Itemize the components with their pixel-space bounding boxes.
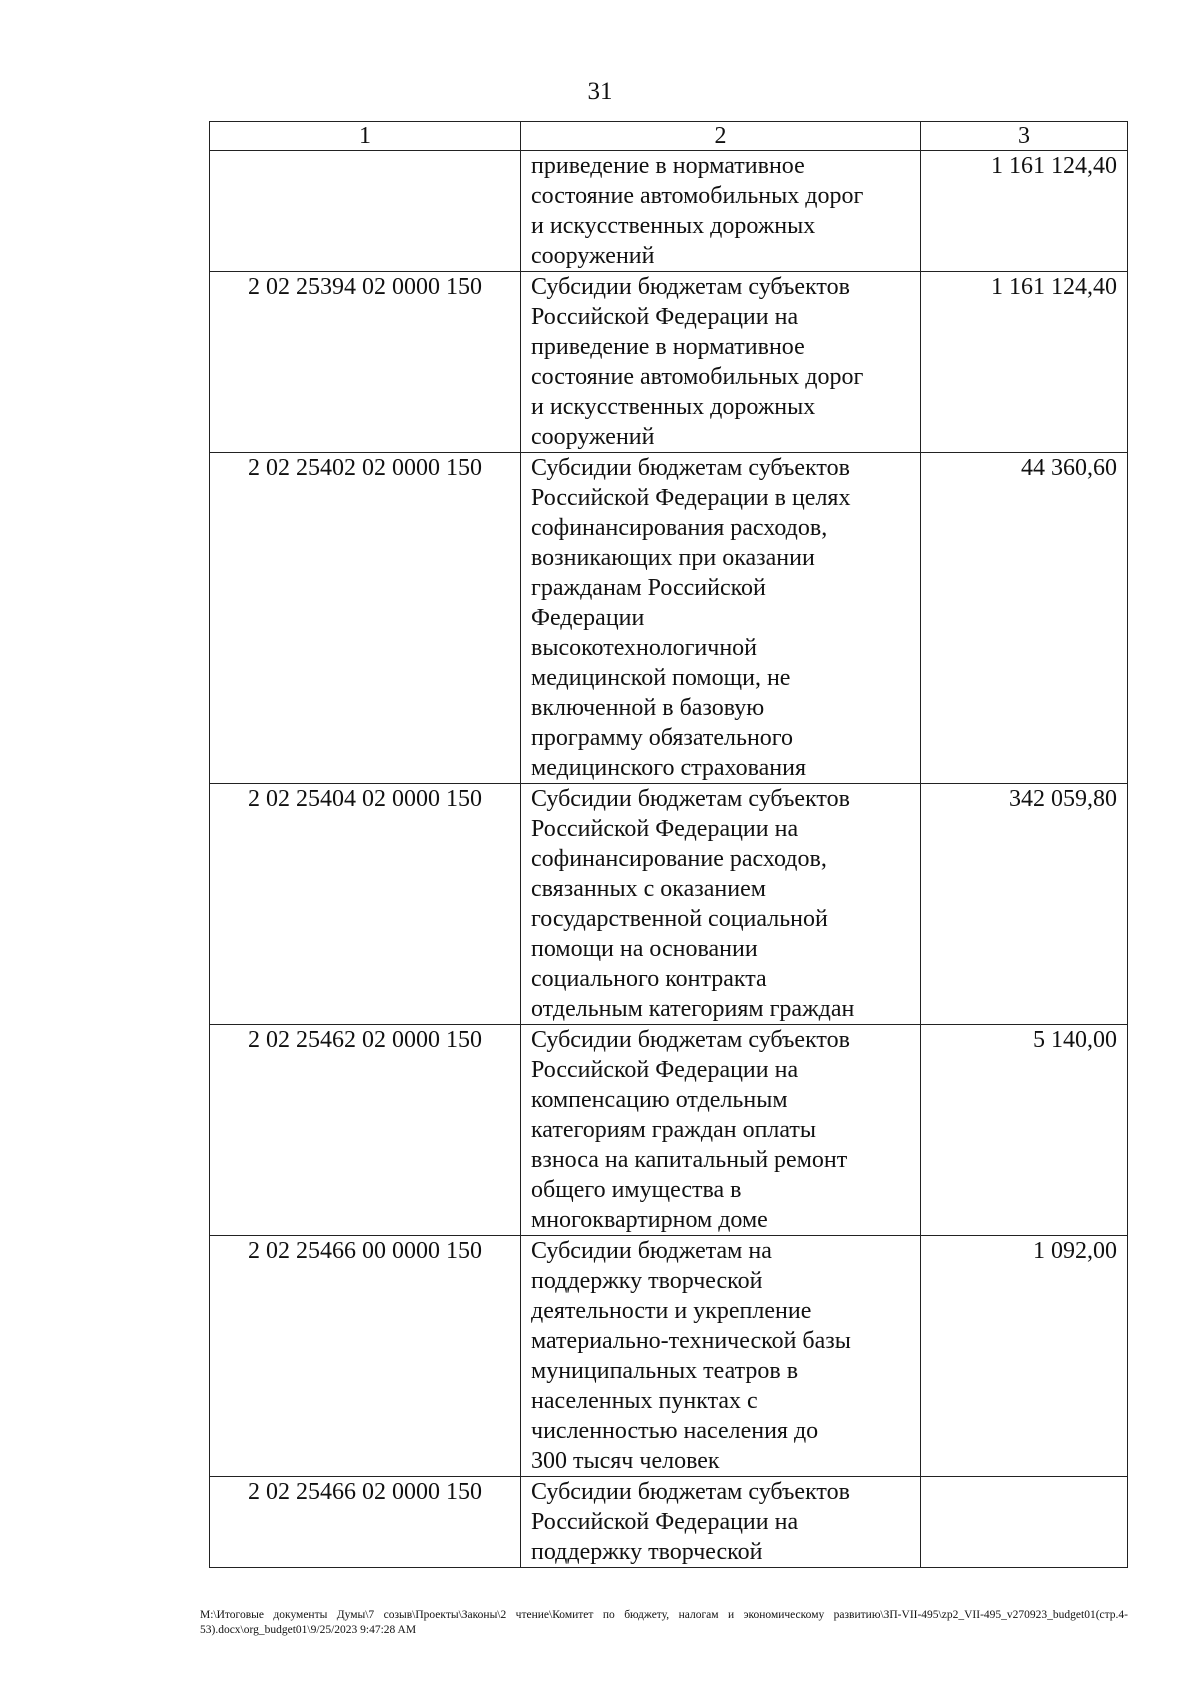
description-line: отдельным категориям граждан [531, 996, 855, 1022]
description-line: численностью населения до [531, 1418, 819, 1444]
description-line: сооружений [531, 243, 655, 269]
description-line: муниципальных театров в [531, 1358, 799, 1384]
description-line: деятельности и укрепление [531, 1298, 812, 1324]
description-line: гражданам Российской [531, 575, 766, 601]
description-line: Российской Федерации на [531, 304, 799, 330]
amount-cell: 5 140,00 [921, 1025, 1128, 1236]
description-line: софинансирования расходов, [531, 515, 828, 541]
description-line: помощи на основании [531, 936, 758, 962]
description-line: приведение в нормативное [531, 153, 805, 179]
description-line: состояние автомобильных дорог [531, 364, 864, 390]
description-line: состояние автомобильных дорог [531, 183, 864, 209]
description-line: поддержку творческой [531, 1539, 763, 1565]
description-cell [521, 1025, 921, 1236]
description-cell [521, 272, 921, 453]
table-row [210, 1025, 1128, 1236]
description-line: возникающих при оказании [531, 545, 815, 571]
description-line: включенной в базовую [531, 695, 765, 721]
description-line: Субсидии бюджетам субъектов [531, 786, 850, 812]
description-cell [521, 151, 921, 272]
description-line: Российской Федерации на [531, 1509, 799, 1535]
description-line: медицинской помощи, не [531, 665, 791, 691]
budget-code-cell: 2 02 25394 02 0000 150 [210, 272, 521, 453]
description-line: Российской Федерации на [531, 816, 799, 842]
description-line: категориям граждан оплаты [531, 1117, 817, 1143]
amount-cell: 342 059,80 [921, 784, 1128, 1025]
description-line: Российской Федерации в целях [531, 485, 851, 511]
description-line: связанных с оказанием [531, 876, 766, 902]
page-number: 31 [587, 78, 613, 105]
table-row [210, 784, 1128, 1025]
description-line: компенсацию отдельным [531, 1087, 788, 1113]
budget-table [209, 121, 1128, 1568]
description-line: Субсидии бюджетам субъектов [531, 274, 850, 300]
description-line: Субсидии бюджетам субъектов [531, 1027, 850, 1053]
description-line: взноса на капитальный ремонт [531, 1147, 848, 1173]
amount-cell: 1 161 124,40 [921, 272, 1128, 453]
description-line: Российской Федерации на [531, 1057, 799, 1083]
table-body [210, 151, 1128, 1568]
column-header-code: 1 [210, 122, 521, 151]
description-line: софинансирование расходов, [531, 846, 827, 872]
description-line: Субсидии бюджетам субъектов [531, 455, 850, 481]
description-line: Субсидии бюджетам на [531, 1238, 772, 1264]
column-header-amount: 3 [921, 122, 1128, 151]
description-line: поддержку творческой [531, 1268, 763, 1294]
budget-code-cell [210, 151, 521, 272]
budget-code-cell: 2 02 25466 00 0000 150 [210, 1236, 521, 1477]
description-cell [521, 1477, 921, 1568]
description-line: Субсидии бюджетам субъектов [531, 1479, 850, 1505]
description-line: населенных пунктах с [531, 1388, 758, 1414]
description-line: и искусственных дорожных [531, 213, 816, 239]
table-header-row [210, 122, 1128, 151]
description-line: социального контракта [531, 966, 767, 992]
table-row [210, 1477, 1128, 1568]
amount-cell: 44 360,60 [921, 453, 1128, 784]
description-line: приведение в нормативное [531, 334, 805, 360]
amount-cell [921, 1477, 1128, 1568]
table-row [210, 151, 1128, 272]
description-cell [521, 1236, 921, 1477]
description-line: Федерации [531, 605, 645, 631]
description-line: материально-технической базы [531, 1328, 851, 1354]
description-cell [521, 453, 921, 784]
amount-cell: 1 092,00 [921, 1236, 1128, 1477]
table-row [210, 453, 1128, 784]
footer-file-path: М:\Итоговые документы Думы\7 созыв\Проекты\Законы\2 чтение\Комитет по бюджету, налогам и экономическому развитию\ЗП-VII-495\zp2_VII-495_v270923_budget01(стр.4-53).docx\org_budget01\9/25/2023 9:47:28 AM [200, 1609, 1128, 1636]
column-header-description: 2 [521, 122, 921, 151]
description-line: и искусственных дорожных [531, 394, 816, 420]
budget-code-cell: 2 02 25402 02 0000 150 [210, 453, 521, 784]
amount-cell: 1 161 124,40 [921, 151, 1128, 272]
description-line: многоквартирном доме [531, 1207, 768, 1233]
description-cell [521, 784, 921, 1025]
description-line: программу обязательного [531, 725, 794, 751]
description-line: высокотехнологичной [531, 635, 758, 661]
description-line: государственной социальной [531, 906, 828, 932]
table-row [210, 1236, 1128, 1477]
budget-code-cell: 2 02 25404 02 0000 150 [210, 784, 521, 1025]
description-line: общего имущества в [531, 1177, 742, 1203]
description-line: 300 тысяч человек [531, 1448, 720, 1474]
description-line: сооружений [531, 424, 655, 450]
budget-code-cell: 2 02 25466 02 0000 150 [210, 1477, 521, 1568]
budget-code-cell: 2 02 25462 02 0000 150 [210, 1025, 521, 1236]
table-row [210, 272, 1128, 453]
description-line: медицинского страхования [531, 755, 807, 781]
